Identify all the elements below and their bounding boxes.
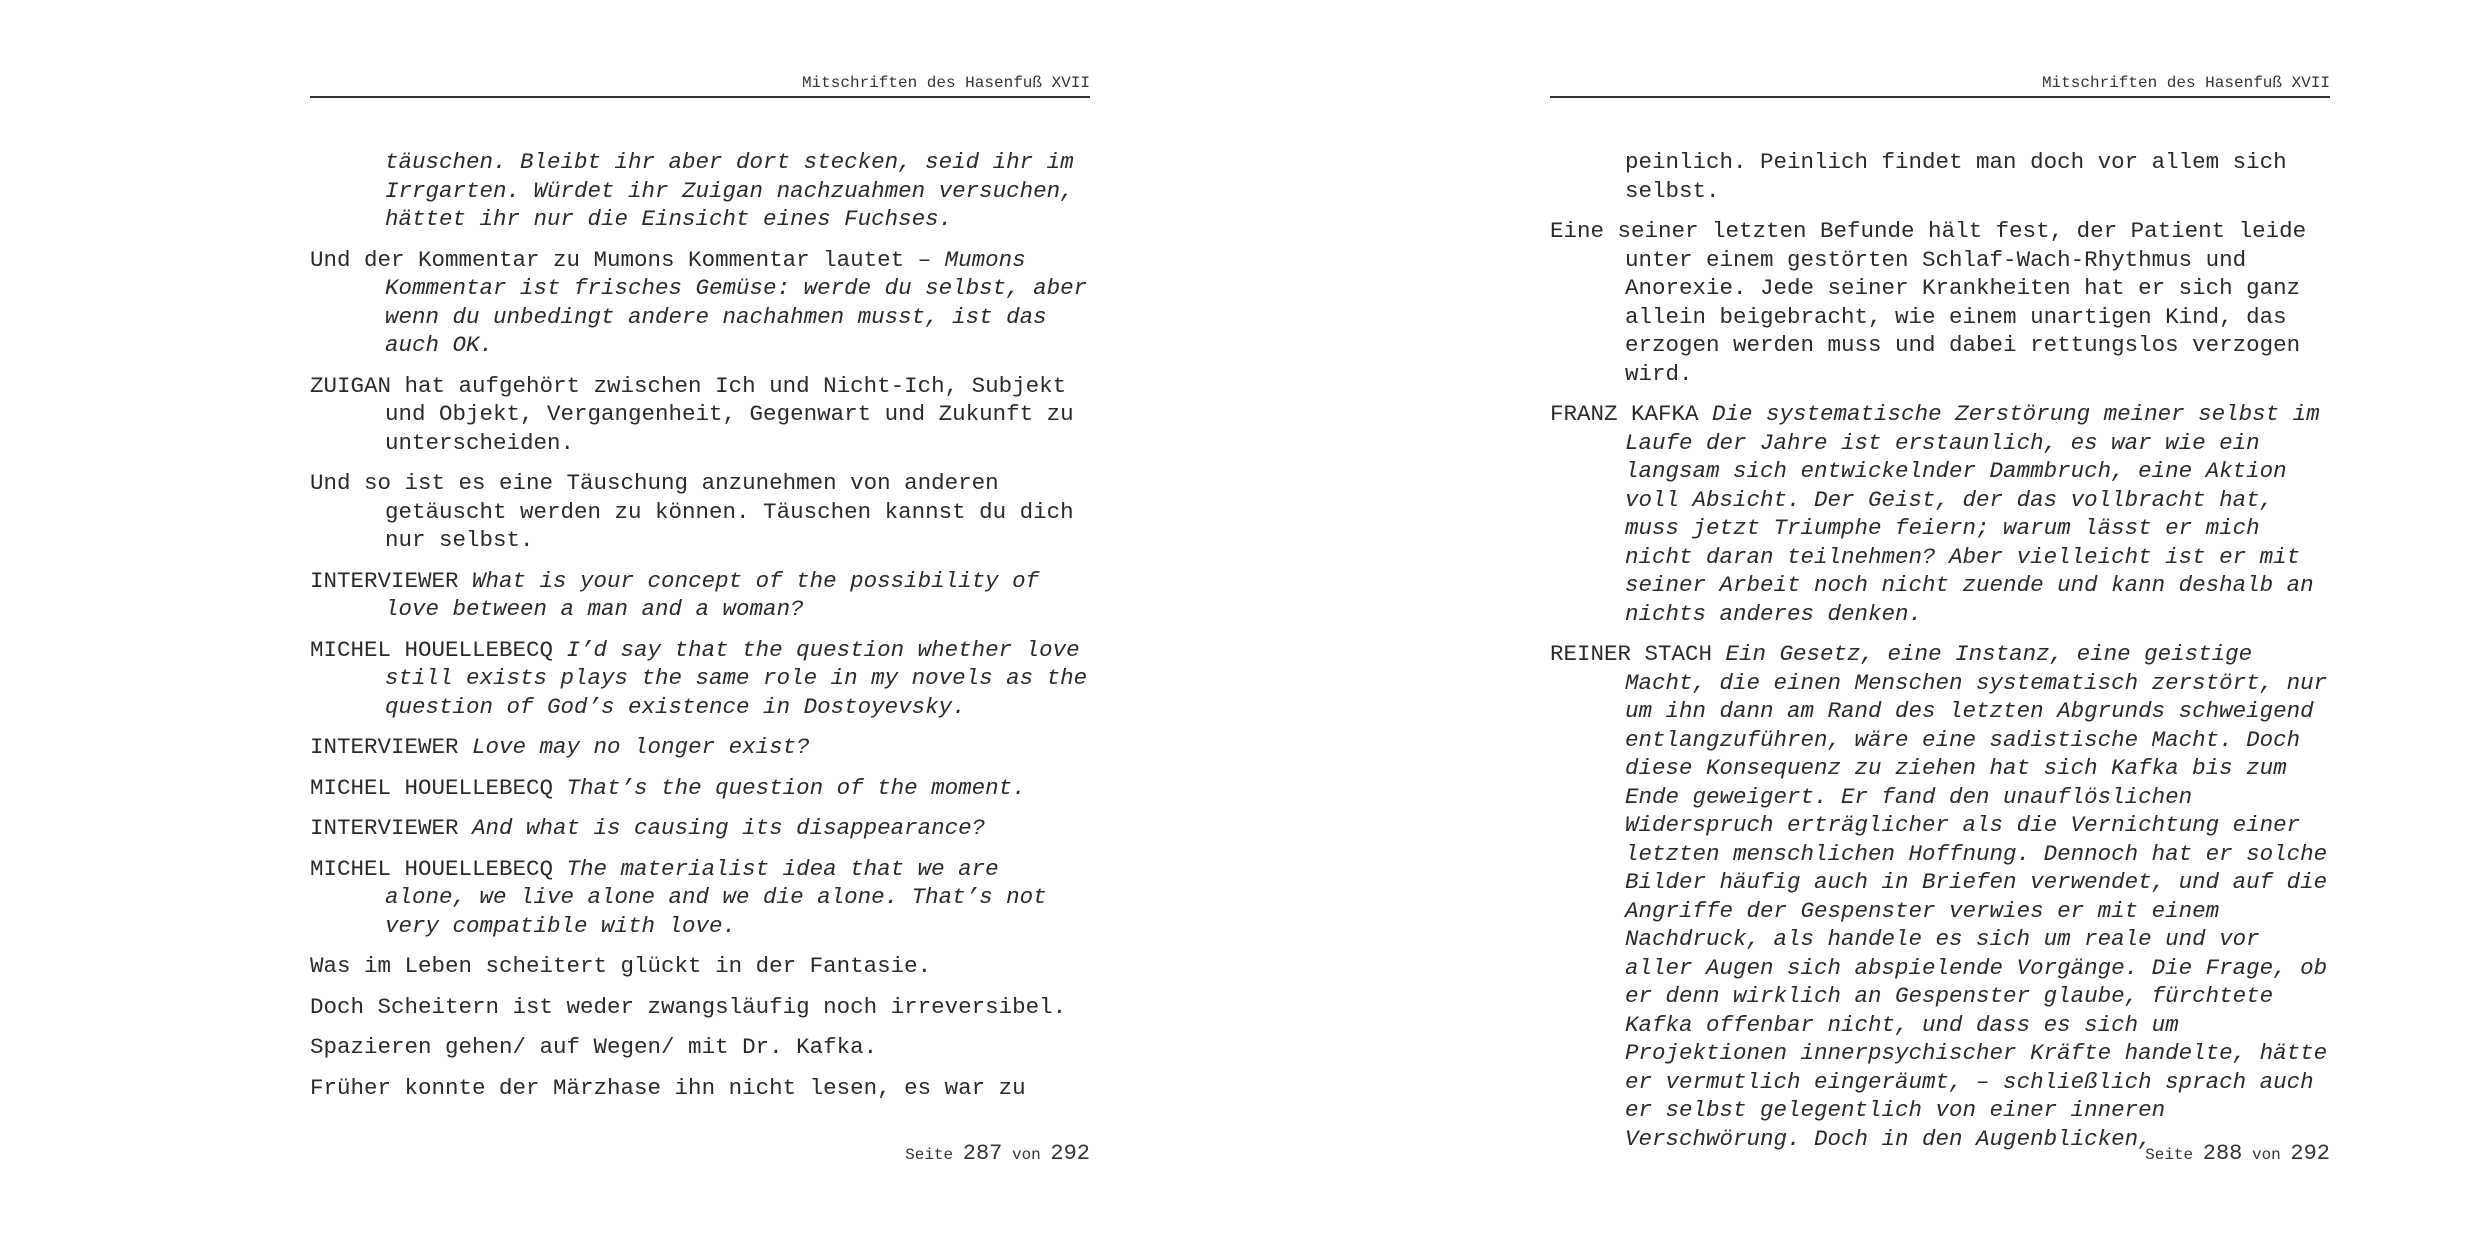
- paragraph: Und so ist es eine Täuschung anzunehmen von anderen getäuscht werden zu können. Täuschen kannst du dich nur selbst.: [310, 470, 1074, 553]
- dialogue-line: MICHEL HOUELLEBECQ That’s the question of the moment.: [310, 774, 1026, 801]
- page-total: 292: [2290, 1141, 2330, 1166]
- paragraph: Spazieren gehen/ auf Wegen/ mit Dr. Kafka.: [310, 1034, 878, 1060]
- page-number: 288: [2202, 1141, 2243, 1166]
- paragraph: peinlich. Peinlich findet man doch vor allem sich selbst.: [1625, 149, 2287, 204]
- paragraph: täuschen. Bleibt ihr aber dort stecken, seid ihr im Irrgarten. Würdet ihr Zuigan nachzuahmen versuchen, hättet ihr nur die Einsicht eines Fuchses.: [385, 149, 1074, 232]
- quotation: FRANZ KAFKA Die systematische Zerstörung meiner selbst im Laufe der Jahre ist erstaunlich, es war wie ein langsam sich entwickelnder Dammbruch, eine Aktion voll Absicht. Der Geist, der das vollbracht hat, muss jetzt Triumphe feiern; warum lässt er mich nicht daran teilnehmen? Aber vielleicht ist er mit seiner Arbeit noch nicht zuende und kann deshalb an nichts anderes denken.: [1550, 401, 2320, 627]
- dialogue-line: MICHEL HOUELLEBECQ I’d say that the question whether love still exists plays the same role in my novels as the question of God’s existence in Dostoyevsky.: [310, 636, 1088, 720]
- dialogue-line: INTERVIEWER Love may no longer exist?: [310, 734, 810, 760]
- footer-prefix: Seite: [2145, 1146, 2194, 1164]
- right-page: [1550, 0, 2330, 1240]
- page-footer: [310, 1141, 1090, 1166]
- page-body: [1550, 148, 2330, 1165]
- page-body: [310, 148, 1090, 1114]
- paragraph: Was im Leben scheitert glückt in der Fantasie.: [310, 953, 932, 979]
- header-rule: [1550, 96, 2330, 98]
- paragraph: Eine seiner letzten Befunde hält fest, der Patient leide unter einem gestörten Schlaf-Wach-Rhythmus und Anorexie. Jede seiner Krankheiten hat er sich ganz allein beigebracht, wie einem unartigen Kind, das erzogen werden muss und dabei rettungslos verzogen wird.: [1550, 218, 2307, 387]
- left-page: [310, 0, 1090, 1240]
- paragraph: Doch Scheitern ist weder zwangsläufig noch irreversibel.: [310, 993, 1067, 1020]
- paragraph: Und der Kommentar zu Mumons Kommentar lautet – Mumons Kommentar ist frisches Gemüse: werde du selbst, aber wenn du unbedingt andere nachahmen musst, ist das auch OK.: [310, 246, 1088, 358]
- page-footer: [1550, 1141, 2330, 1166]
- page-total: 292: [1050, 1141, 1090, 1166]
- running-head: Mitschriften des Hasenfuß XVII: [801, 74, 1090, 92]
- page-number: 287: [962, 1141, 1003, 1166]
- dialogue-line: INTERVIEWER And what is causing its disappearance?: [310, 815, 986, 841]
- footer-of: von: [1011, 1146, 1041, 1164]
- paragraph: Früher konnte der Märzhase ihn nicht lesen, es war zu: [310, 1074, 1026, 1101]
- header-rule: [310, 96, 1090, 98]
- paragraph: ZUIGAN hat aufgehört zwischen Ich und Nicht-Ich, Subjekt und Objekt, Vergangenheit, Gegenwart und Zukunft zu unterscheiden.: [310, 372, 1074, 456]
- running-head: Mitschriften des Hasenfuß XVII: [2041, 74, 2330, 92]
- dialogue-line: MICHEL HOUELLEBECQ The materialist idea that we are alone, we live alone and we die alone. That’s not very compatible with love.: [310, 855, 1047, 939]
- quotation: REINER STACH Ein Gesetz, eine Instanz, eine geistige Macht, die einen Menschen systematisch zerstört, nur um ihn dann am Rand des letzten Abgrunds schweigend entlangzuführen, wäre eine sadistische Macht. Doch diese Konsequenz zu ziehen hat sich Kafka bis zum Ende geweigert. Er fand den unauflöslichen Widerspruch erträglicher als die Vernichtung einer letzten menschlichen Hoffnung. Dennoch hat er solche Bilder häufig auch in Briefen verwendet, und auf die Angriffe der Gespenster verwies er mit einem Nachdruck, als handele es sich um reale und vor aller Augen sich abspielende Vorgänge. Die Frage, ob er denn wirklich an Gespenster glaube, fürchtete Kafka offenbar nicht, und dass es sich um Projektionen innerpsychischer Kräfte handelte, hätte er vermutlich eingeräumt, – schließlich sprach auch er selbst gelegentlich von einer inneren Verschwörung. Doch in den Augenblicken,: [1550, 641, 2328, 1152]
- dialogue-line: INTERVIEWER What is your concept of the possibility of love between a man and a woman?: [310, 567, 1040, 622]
- footer-of: von: [2251, 1146, 2281, 1164]
- footer-prefix: Seite: [905, 1146, 954, 1164]
